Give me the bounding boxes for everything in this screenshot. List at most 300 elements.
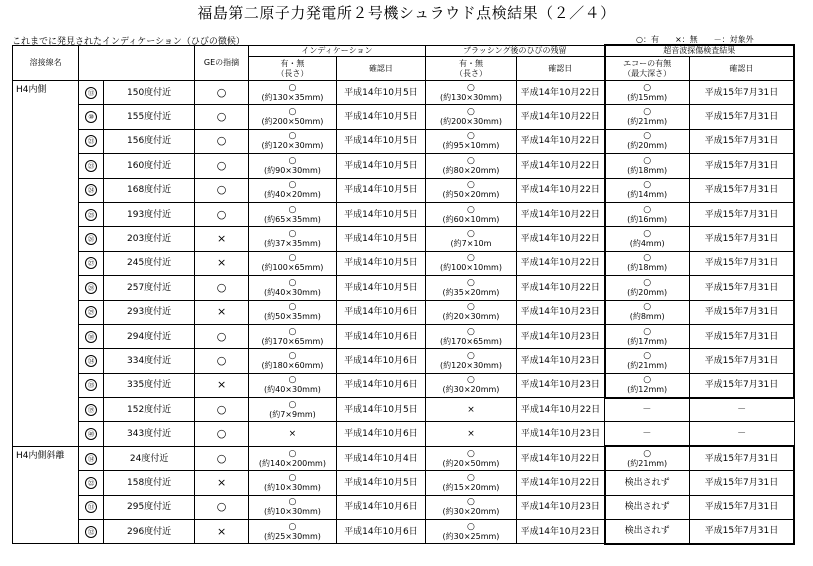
indication-cell <box>248 154 336 178</box>
header-ind-exists-text: 有・無 （長さ） <box>276 58 309 78</box>
header-row-1 <box>13 45 795 57</box>
length-text: (約30×25mm) <box>442 531 500 541</box>
mark-length-cell <box>426 83 516 103</box>
length-text: (約40×30mm) <box>263 287 321 297</box>
mark-length-cell <box>606 229 689 249</box>
mark-length-cell <box>426 327 516 347</box>
mark: ○ <box>467 350 475 361</box>
length-text: (約18mm) <box>627 263 668 273</box>
ge-cell: × <box>195 373 249 397</box>
length-text: (約35×20mm) <box>442 287 500 297</box>
table-row <box>13 251 795 275</box>
mark: ○ <box>467 302 475 313</box>
ut-date: 平成15年7月31日 <box>689 154 794 178</box>
ge-cell: × <box>195 520 249 544</box>
length-text: (約21mm) <box>627 458 668 468</box>
length-text: (約90×30mm) <box>263 165 321 175</box>
mark: × <box>288 429 297 440</box>
mark: ○ <box>288 253 297 264</box>
indication-number-badge: ㉚ <box>85 331 97 343</box>
legend: ○：有 ×：無 －：対象外 <box>636 35 754 44</box>
table-row <box>13 154 795 178</box>
indication-date: 平成14年10月5日 <box>336 129 425 153</box>
length-text: (約60×10mm) <box>442 214 500 224</box>
position-cell: 152度付近 <box>104 398 195 422</box>
header-ind-exists <box>248 57 336 81</box>
ut-cell <box>605 349 690 373</box>
mark-length-cell <box>606 253 689 273</box>
brushing-date: 平成14年10月22日 <box>517 154 605 178</box>
length-text: (約120×30mm) <box>261 141 324 151</box>
length-text: (約15×20mm) <box>442 482 500 492</box>
mark: ○ <box>288 472 297 483</box>
ut-cell <box>605 251 690 275</box>
mark: ○ <box>467 204 475 215</box>
indication-number <box>79 251 104 275</box>
position-cell: 296度付近 <box>104 520 195 544</box>
indication-date: 平成14年10月4日 <box>336 446 425 470</box>
ut-cell <box>605 324 690 348</box>
length-text: (約18mm) <box>627 165 668 175</box>
ut-date: 平成15年7月31日 <box>689 324 794 348</box>
table-row <box>13 324 795 348</box>
table-row <box>13 520 795 544</box>
mark: ○ <box>288 229 297 240</box>
mark-length-cell <box>249 327 336 347</box>
mark-length-cell <box>249 429 336 439</box>
mark: ○ <box>288 277 297 288</box>
brushing-cell <box>425 520 516 544</box>
header-weld: 溶接線名 <box>13 45 79 81</box>
mark-length-cell <box>606 180 689 200</box>
brushing-date: 平成14年10月23日 <box>517 349 605 373</box>
mark-length-cell <box>249 449 336 469</box>
position-cell: 158度付近 <box>104 471 195 495</box>
brushing-date: 平成14年10月23日 <box>517 495 605 519</box>
length-text: (約20×50mm) <box>442 458 500 468</box>
mark: ○ <box>467 448 475 459</box>
brushing-cell <box>425 349 516 373</box>
brushing-cell <box>425 373 516 397</box>
mark: ○ <box>643 229 652 240</box>
indication-number <box>79 349 104 373</box>
indication-number-badge: ⑭ <box>85 453 97 465</box>
ut-date: 平成15年7月31日 <box>689 373 794 397</box>
mark: ○ <box>288 302 297 313</box>
indication-number <box>79 373 104 397</box>
ut-date: － <box>689 398 794 422</box>
ge-cell: ○ <box>195 422 249 446</box>
indication-number <box>79 81 104 105</box>
mark: 検出されず <box>624 477 670 488</box>
page-title: 福島第二原子力発電所２号機シュラウド点検結果（２／４） <box>197 4 616 22</box>
indication-cell <box>248 324 336 348</box>
header-br-exists-text: 有・無 （長さ） <box>454 58 487 78</box>
mark: ○ <box>643 302 652 313</box>
length-text: (約40×20mm) <box>263 190 321 200</box>
brushing-cell <box>425 227 516 251</box>
brushing-cell <box>425 446 516 470</box>
ut-date: 平成15年7月31日 <box>689 178 794 202</box>
indication-date: 平成14年10月5日 <box>336 398 425 422</box>
mark: － <box>642 428 652 439</box>
indication-date: 平成14年10月5日 <box>336 471 425 495</box>
ut-date: 平成15年7月31日 <box>689 349 794 373</box>
position-cell: 24度付近 <box>104 446 195 470</box>
ut-date: 平成15年7月31日 <box>689 446 794 470</box>
ut-date: 平成15年7月31日 <box>689 471 794 495</box>
table-row <box>13 227 795 251</box>
indication-number <box>79 300 104 324</box>
length-text: (約20×30mm) <box>442 312 500 322</box>
ut-cell <box>605 178 690 202</box>
indication-number-badge: ㉟ <box>85 379 97 391</box>
indication-cell <box>248 227 336 251</box>
ge-cell: ○ <box>195 81 249 105</box>
length-text: (約10×30mm) <box>263 482 321 492</box>
table-row <box>13 178 795 202</box>
table-row <box>13 202 795 226</box>
indication-date: 平成14年10月5日 <box>336 202 425 226</box>
mark-length-cell <box>426 429 516 439</box>
brushing-cell <box>425 251 516 275</box>
ge-cell: ○ <box>195 446 249 470</box>
mark-length-cell <box>249 229 336 249</box>
indication-date: 平成14年10月6日 <box>336 495 425 519</box>
mark-length-cell <box>426 522 516 542</box>
indication-date: 平成14年10月5日 <box>336 178 425 202</box>
ut-cell <box>605 81 690 105</box>
indication-number <box>79 422 104 446</box>
mark-length-cell <box>426 497 516 517</box>
indication-number-badge: ㉒ <box>85 477 97 489</box>
table-row <box>13 300 795 324</box>
mark-length-cell <box>426 131 516 151</box>
mark-length-cell <box>606 205 689 225</box>
indication-cell <box>248 105 336 129</box>
header-ind-date: 確認日 <box>336 57 425 81</box>
indication-number-badge: ㉖ <box>85 233 97 245</box>
header-ge: GEの指摘 <box>195 45 249 81</box>
indication-number <box>79 227 104 251</box>
length-text: (約170×65mm) <box>439 336 502 346</box>
mark: ○ <box>643 180 652 191</box>
indication-number-badge: ⑲ <box>85 404 97 416</box>
mark-length-cell <box>606 478 689 488</box>
mark-length-cell <box>249 253 336 273</box>
indication-number <box>79 154 104 178</box>
ge-cell: ○ <box>195 154 249 178</box>
indication-number <box>79 276 104 300</box>
ut-cell <box>605 129 690 153</box>
mark: ○ <box>643 350 652 361</box>
ge-cell: ○ <box>195 276 249 300</box>
mark: ○ <box>467 82 475 93</box>
indication-cell <box>248 129 336 153</box>
ut-date: 平成15年7月31日 <box>689 300 794 324</box>
length-text: (約130×30mm) <box>439 92 502 102</box>
mark-length-cell <box>426 156 516 176</box>
mark: ○ <box>288 448 297 459</box>
brushing-cell <box>425 324 516 348</box>
indication-date: 平成14年10月5日 <box>336 251 425 275</box>
length-text: (約30×20mm) <box>442 507 500 517</box>
mark: ○ <box>643 448 652 459</box>
brushing-cell <box>425 202 516 226</box>
ge-cell: × <box>195 300 249 324</box>
mark: ○ <box>643 375 652 386</box>
mark: ○ <box>643 82 652 93</box>
mark-length-cell <box>426 302 516 322</box>
indication-cell <box>248 202 336 226</box>
indication-number-badge: ⑬ <box>85 87 97 99</box>
mark: ○ <box>643 326 652 337</box>
weld-group: H4内側斜離 <box>13 446 79 544</box>
length-text: (約80×20mm) <box>442 165 500 175</box>
mark: ○ <box>288 82 297 93</box>
mark: ○ <box>467 155 475 166</box>
indication-cell <box>248 471 336 495</box>
mark-length-cell <box>606 83 689 103</box>
indication-number <box>79 398 104 422</box>
position-cell: 203度付近 <box>104 227 195 251</box>
indication-cell <box>248 349 336 373</box>
length-text: (約4mm) <box>629 239 665 249</box>
length-text: (約200×30mm) <box>439 117 502 127</box>
mark-length-cell <box>426 229 516 249</box>
brushing-date: 平成14年10月22日 <box>517 251 605 275</box>
ge-cell: × <box>195 227 249 251</box>
mark: ○ <box>467 472 475 483</box>
indication-cell <box>248 251 336 275</box>
length-text: (約120×30mm) <box>439 360 502 370</box>
weld-group: H4内側 <box>13 81 79 447</box>
indication-number-badge: ⑩ <box>85 111 97 123</box>
indication-cell <box>248 520 336 544</box>
brushing-cell <box>425 471 516 495</box>
indication-number <box>79 129 104 153</box>
header-br-date: 確認日 <box>517 57 605 81</box>
mark: ○ <box>467 497 475 508</box>
mark: 検出されず <box>624 526 670 537</box>
position-cell: 168度付近 <box>104 178 195 202</box>
ut-cell <box>605 446 690 470</box>
brushing-cell <box>425 300 516 324</box>
ge-cell: ○ <box>195 202 249 226</box>
header-ut-echo-text: エコーの有無 （最大深さ） <box>623 58 672 78</box>
length-text: (約50×20mm) <box>442 190 500 200</box>
length-text: (約7×9mm) <box>269 409 316 419</box>
position-cell: 193度付近 <box>104 202 195 226</box>
ut-cell <box>605 202 690 226</box>
ge-cell: × <box>195 251 249 275</box>
indication-cell <box>248 398 336 422</box>
mark-length-cell <box>606 156 689 176</box>
brushing-date: 平成14年10月22日 <box>517 202 605 226</box>
position-cell: 155度付近 <box>104 105 195 129</box>
mark-length-cell <box>249 473 336 493</box>
mark: 検出されず <box>624 502 670 513</box>
mark: ○ <box>643 131 652 142</box>
header-ut: 超音波探傷検査結果 <box>605 45 795 57</box>
ge-cell: ○ <box>195 105 249 129</box>
length-text: (約20mm) <box>627 141 668 151</box>
table-subtitle: これまでに発見されたインディケーション（ひびの徴候） <box>12 37 245 47</box>
ut-cell <box>605 495 690 519</box>
indication-cell <box>248 373 336 397</box>
mark-length-cell <box>249 131 336 151</box>
mark: × <box>467 429 475 440</box>
ut-cell <box>605 373 690 397</box>
mark: ○ <box>467 326 475 337</box>
indication-number-badge: ㉑ <box>85 135 97 147</box>
ut-date: 平成15年7月31日 <box>689 105 794 129</box>
ut-date: 平成15年7月31日 <box>689 251 794 275</box>
mark-length-cell <box>249 351 336 371</box>
indication-date: 平成14年10月5日 <box>336 81 425 105</box>
brushing-cell <box>425 81 516 105</box>
indication-date: 平成14年10月6日 <box>336 300 425 324</box>
indication-number <box>79 495 104 519</box>
mark: ○ <box>467 229 475 240</box>
indication-date: 平成14年10月6日 <box>336 324 425 348</box>
position-cell: 293度付近 <box>104 300 195 324</box>
table-row <box>13 276 795 300</box>
table-body <box>13 81 795 544</box>
mark: ○ <box>288 350 297 361</box>
brushing-date: 平成14年10月22日 <box>517 105 605 129</box>
mark: ○ <box>467 131 475 142</box>
length-text: (約25×30mm) <box>263 531 321 541</box>
ut-date: 平成15年7月31日 <box>689 227 794 251</box>
mark-length-cell <box>426 278 516 298</box>
mark-length-cell <box>606 131 689 151</box>
mark-length-cell <box>426 473 516 493</box>
mark-length-cell <box>426 180 516 200</box>
mark-length-cell <box>249 375 336 395</box>
ut-cell <box>605 422 690 446</box>
mark: － <box>642 405 652 416</box>
indication-date: 平成14年10月6日 <box>336 422 425 446</box>
indication-cell <box>248 276 336 300</box>
length-text: (約21mm) <box>627 117 668 127</box>
position-cell: 334度付近 <box>104 349 195 373</box>
length-text: (約130×35mm) <box>261 92 324 102</box>
brushing-date: 平成14年10月22日 <box>517 446 605 470</box>
brushing-cell <box>425 105 516 129</box>
mark: ○ <box>288 107 297 118</box>
mark: ○ <box>467 107 475 118</box>
brushing-cell <box>425 495 516 519</box>
indication-date: 平成14年10月5日 <box>336 276 425 300</box>
position-cell: 156度付近 <box>104 129 195 153</box>
mark-length-cell <box>249 156 336 176</box>
mark: ○ <box>288 521 297 532</box>
mark-length-cell <box>426 107 516 127</box>
mark: ○ <box>288 131 297 142</box>
mark-length-cell <box>426 205 516 225</box>
length-text: (約170×65mm) <box>261 336 324 346</box>
ut-date: 平成15年7月31日 <box>689 129 794 153</box>
mark-length-cell <box>249 302 336 322</box>
mark-length-cell <box>606 302 689 322</box>
mark-length-cell <box>426 405 516 415</box>
brushing-cell <box>425 422 516 446</box>
indication-number-badge: ㉓ <box>85 160 97 172</box>
ut-cell <box>605 276 690 300</box>
brushing-cell <box>425 178 516 202</box>
brushing-date: 平成14年10月23日 <box>517 373 605 397</box>
indication-number-badge: ㉛ <box>85 501 97 513</box>
indication-cell <box>248 422 336 446</box>
mark-length-cell <box>426 351 516 371</box>
mark: ○ <box>288 180 297 191</box>
brushing-date: 平成14年10月23日 <box>517 520 605 544</box>
indication-number-badge: ㉜ <box>85 526 97 538</box>
ut-cell <box>605 520 690 544</box>
length-text: (約10×30mm) <box>263 507 321 517</box>
length-text: (約100×65mm) <box>261 263 324 273</box>
mark-length-cell <box>426 449 516 469</box>
ut-cell <box>605 154 690 178</box>
brushing-date: 平成14年10月22日 <box>517 81 605 105</box>
brushing-date: 平成14年10月23日 <box>517 300 605 324</box>
position-cell: 245度付近 <box>104 251 195 275</box>
mark: ○ <box>643 277 652 288</box>
header-indication: インディケーション <box>248 45 425 57</box>
mark-length-cell <box>249 400 336 420</box>
mark: × <box>467 404 475 415</box>
mark-length-cell <box>606 327 689 347</box>
ut-date: 平成15年7月31日 <box>689 202 794 226</box>
brushing-cell <box>425 398 516 422</box>
mark: ○ <box>467 375 475 386</box>
mark-length-cell <box>606 502 689 512</box>
mark-length-cell <box>606 351 689 371</box>
length-text: (約140×200mm) <box>258 458 326 468</box>
indication-cell <box>248 495 336 519</box>
ut-date: － <box>689 422 794 446</box>
table-row <box>13 373 795 397</box>
length-text: (約20mm) <box>627 287 668 297</box>
indication-number-badge: ㉔ <box>85 184 97 196</box>
length-text: (約50×35mm) <box>263 312 321 322</box>
indication-date: 平成14年10月6日 <box>336 373 425 397</box>
indication-date: 平成14年10月6日 <box>336 349 425 373</box>
indication-cell <box>248 81 336 105</box>
mark-length-cell <box>426 253 516 273</box>
mark-length-cell <box>249 522 336 542</box>
indication-number-badge: ㉗ <box>85 257 97 269</box>
header-ut-echo <box>605 57 690 81</box>
mark-length-cell <box>249 180 336 200</box>
ut-cell <box>605 227 690 251</box>
mark: ○ <box>288 375 297 386</box>
brushing-cell <box>425 129 516 153</box>
mark: ○ <box>467 180 475 191</box>
ut-cell <box>605 398 690 422</box>
mark-length-cell <box>606 449 689 469</box>
table-row <box>13 81 795 105</box>
mark-length-cell <box>249 497 336 517</box>
length-text: (約100×10mm) <box>439 263 502 273</box>
ut-date: 平成15年7月31日 <box>689 276 794 300</box>
length-text: (約14mm) <box>627 190 668 200</box>
ut-cell <box>605 300 690 324</box>
table-row <box>13 105 795 129</box>
mark: ○ <box>643 155 652 166</box>
ge-cell: × <box>195 471 249 495</box>
